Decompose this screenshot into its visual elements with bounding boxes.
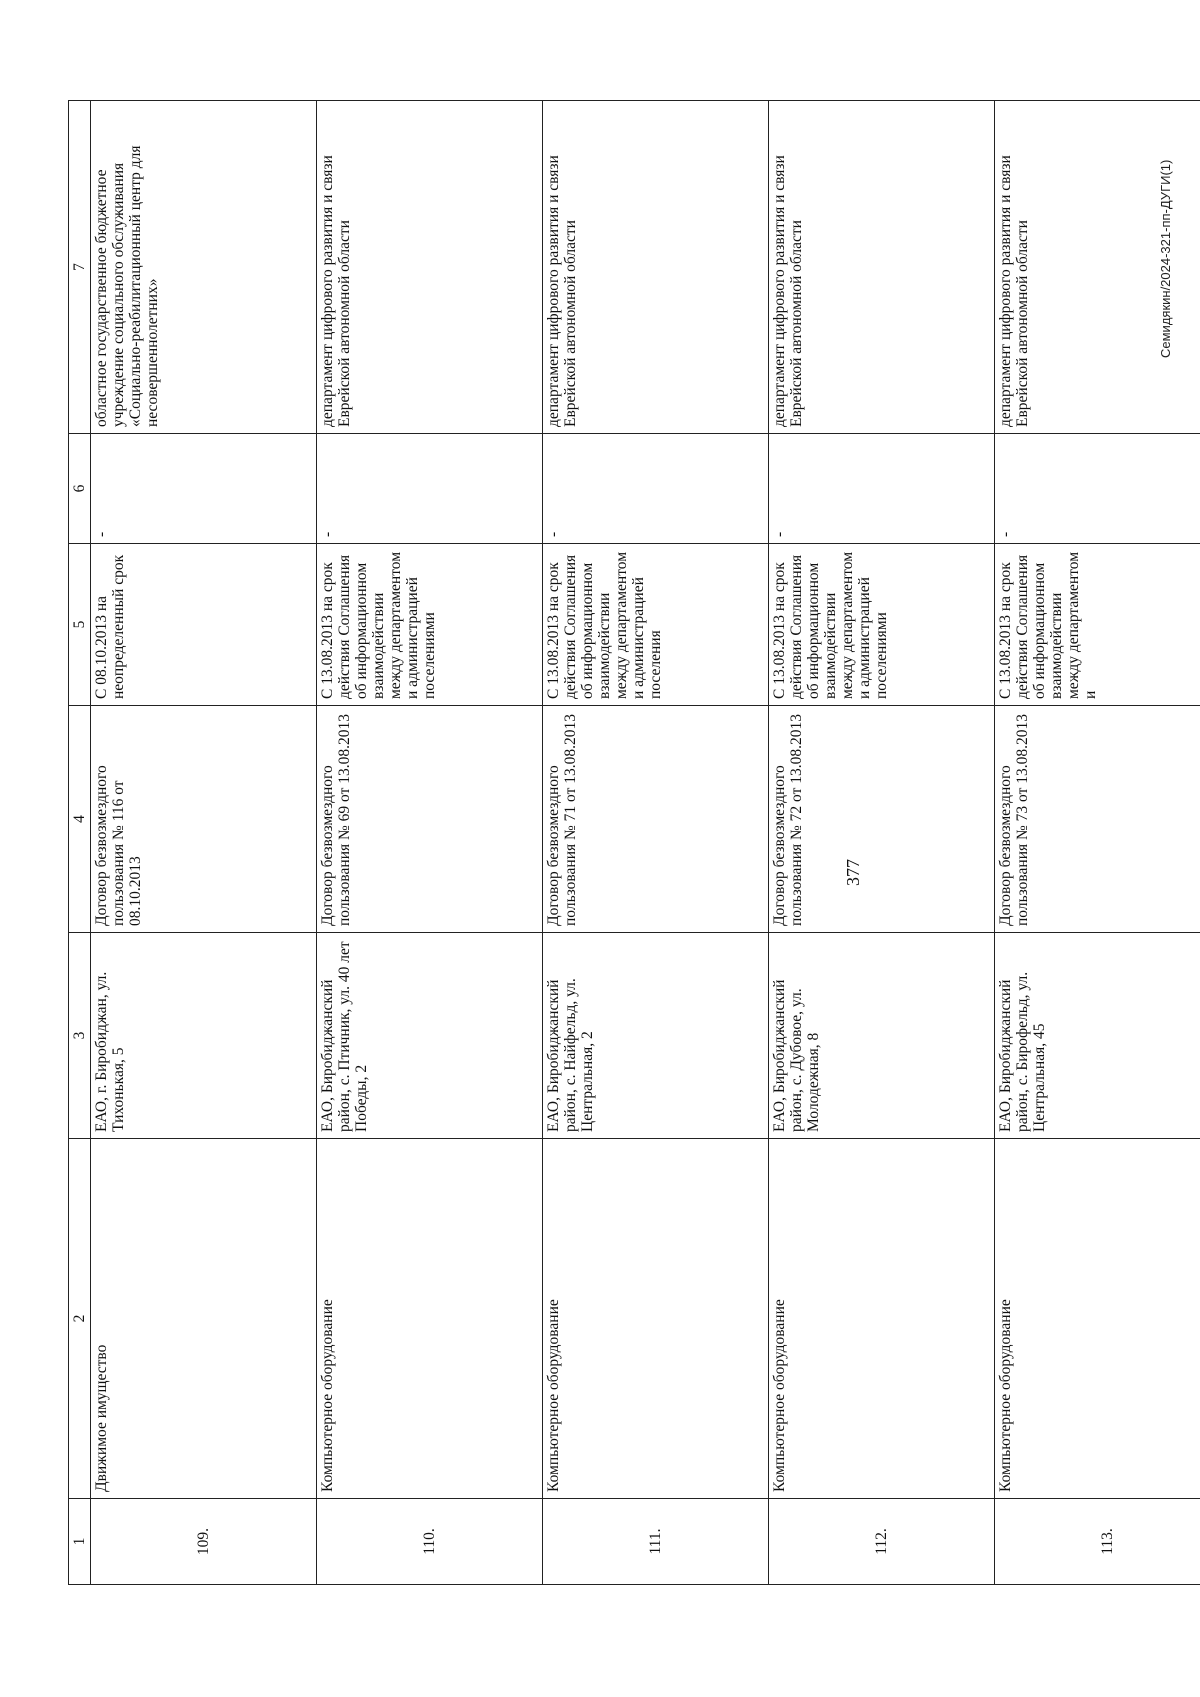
- header-cell: 4: [69, 706, 91, 933]
- header-cell: 3: [69, 933, 91, 1139]
- header-row: [69, 101, 91, 1585]
- term: С 13.08.2013 на срок действия Соглашения об информационном взаимодействии между департаментом и администрацией поселениями: [319, 551, 438, 699]
- holder: департамент цифрового развития и связи Еврейской автономной области: [997, 155, 1031, 427]
- term: С 13.08.2013 на срок действия Соглашения об информационном взаимодействии между департаментом и администрацией поселениями: [771, 551, 890, 699]
- property-type-cell: [317, 1139, 543, 1499]
- term: С 08.10.2013 на неопределенный срок: [93, 554, 127, 699]
- col6-value: -: [545, 531, 562, 537]
- row-number: 113.: [1099, 1528, 1116, 1555]
- table-row: [91, 101, 317, 1585]
- col6-cell: [995, 434, 1200, 544]
- col6-value: -: [997, 531, 1014, 537]
- rotated-document-sheet: [0, 97, 1200, 1697]
- address-cell: [91, 933, 317, 1139]
- row-number-cell: [91, 1499, 317, 1585]
- address-cell: [543, 933, 769, 1139]
- col6-value: -: [771, 531, 788, 537]
- term-cell: [317, 544, 543, 706]
- col6-cell: [543, 434, 769, 544]
- row-number-cell: [317, 1499, 543, 1585]
- term-cell: [543, 544, 769, 706]
- table-row: [317, 101, 543, 1585]
- property-type: Движимое имущество: [93, 1344, 110, 1492]
- term: С 13.08.2013 на срок действия Соглашения об информационном взаимодействии между департаментом и администрацией поселения: [545, 551, 664, 699]
- term-cell: [769, 544, 995, 706]
- address-cell: [995, 933, 1200, 1139]
- holder-cell: [543, 101, 769, 434]
- holder-cell: [769, 101, 995, 434]
- row-number-cell: [769, 1499, 995, 1585]
- contract: Договор безвозмездного пользования № 116 от 08.10.2013: [93, 765, 144, 926]
- address: ЕАО, Биробиджанский район, с. Найфельд, ул. Центральная, 2: [545, 978, 596, 1132]
- property-type: Компьютерное оборудование: [771, 1299, 788, 1492]
- header-cell: 6: [69, 434, 91, 544]
- col6-cell: [91, 434, 317, 544]
- table-row: [769, 101, 995, 1585]
- contract: Договор безвозмездного пользования № 73 от 13.08.2013: [997, 714, 1031, 926]
- contract: Договор безвозмездного пользования № 72 от 13.08.2013: [771, 714, 805, 926]
- property-type: Компьютерное оборудование: [997, 1299, 1014, 1492]
- row-number: 110.: [421, 1528, 438, 1555]
- header-cell: 5: [69, 544, 91, 706]
- page-number: 377: [843, 859, 863, 886]
- col6-cell: [317, 434, 543, 544]
- address: ЕАО, г. Биробиджан, ул. Тихонькая, 5: [93, 971, 127, 1132]
- address: ЕАО, Биробиджанский район, с. Бирофельд, ул. Центральная, 45: [997, 971, 1048, 1132]
- address: ЕАО, Биробиджанский район, с. Птичник, ул. 40 лет Победы, 2: [319, 941, 370, 1132]
- table-row: [543, 101, 769, 1585]
- holder: департамент цифрового развития и связи Еврейской автономной области: [545, 155, 579, 427]
- holder: департамент цифрового развития и связи Еврейской автономной области: [771, 155, 805, 427]
- holder-cell: [995, 101, 1200, 434]
- register-table: [68, 101, 1200, 1585]
- term-cell: [995, 544, 1200, 706]
- property-type: Компьютерное оборудование: [319, 1299, 336, 1492]
- row-number-cell: [543, 1499, 769, 1585]
- header-cell: 1: [69, 1499, 91, 1585]
- table-row: [995, 101, 1200, 1585]
- holder-cell: [91, 101, 317, 434]
- header-cell: 7: [69, 101, 91, 434]
- contract: Договор безвозмездного пользования № 69 от 13.08.2013: [319, 714, 353, 926]
- holder-cell: [317, 101, 543, 434]
- holder: областное государственное бюджетное учреждение социального обслуживания «Социально-реабилитационный центр для несовершеннолетних»: [93, 145, 161, 427]
- contract-cell: [317, 706, 543, 933]
- term: С 13.08.2013 на срок действия Соглашения об информационном взаимодействии между департаментом и: [997, 551, 1099, 699]
- contract-cell: [995, 706, 1200, 933]
- contract: Договор безвозмездного пользования № 71 от 13.08.2013: [545, 714, 579, 926]
- row-number: 112.: [873, 1528, 890, 1555]
- document-code: Семидякин/2024-321-пп-ДУГИ(1): [1158, 159, 1173, 358]
- contract-cell: [91, 706, 317, 933]
- contract-cell: [769, 706, 995, 933]
- property-type-cell: [91, 1139, 317, 1499]
- property-type: Компьютерное оборудование: [545, 1299, 562, 1492]
- contract-cell: [543, 706, 769, 933]
- header-cell: 2: [69, 1139, 91, 1499]
- term-cell: [91, 544, 317, 706]
- col6-value: -: [319, 531, 336, 537]
- address-cell: [769, 933, 995, 1139]
- property-type-cell: [995, 1139, 1200, 1499]
- row-number: 109.: [195, 1527, 212, 1556]
- col6-cell: [769, 434, 995, 544]
- property-type-cell: [543, 1139, 769, 1499]
- row-number: 111.: [647, 1528, 664, 1555]
- address: ЕАО, Биробиджанский район, с. Дубовое, ул. Молодежная, 8: [771, 979, 822, 1132]
- col6-value: -: [93, 531, 110, 537]
- holder: департамент цифрового развития и связи Еврейской автономной области: [319, 155, 353, 427]
- row-number-cell: [995, 1499, 1200, 1585]
- address-cell: [317, 933, 543, 1139]
- property-type-cell: [769, 1139, 995, 1499]
